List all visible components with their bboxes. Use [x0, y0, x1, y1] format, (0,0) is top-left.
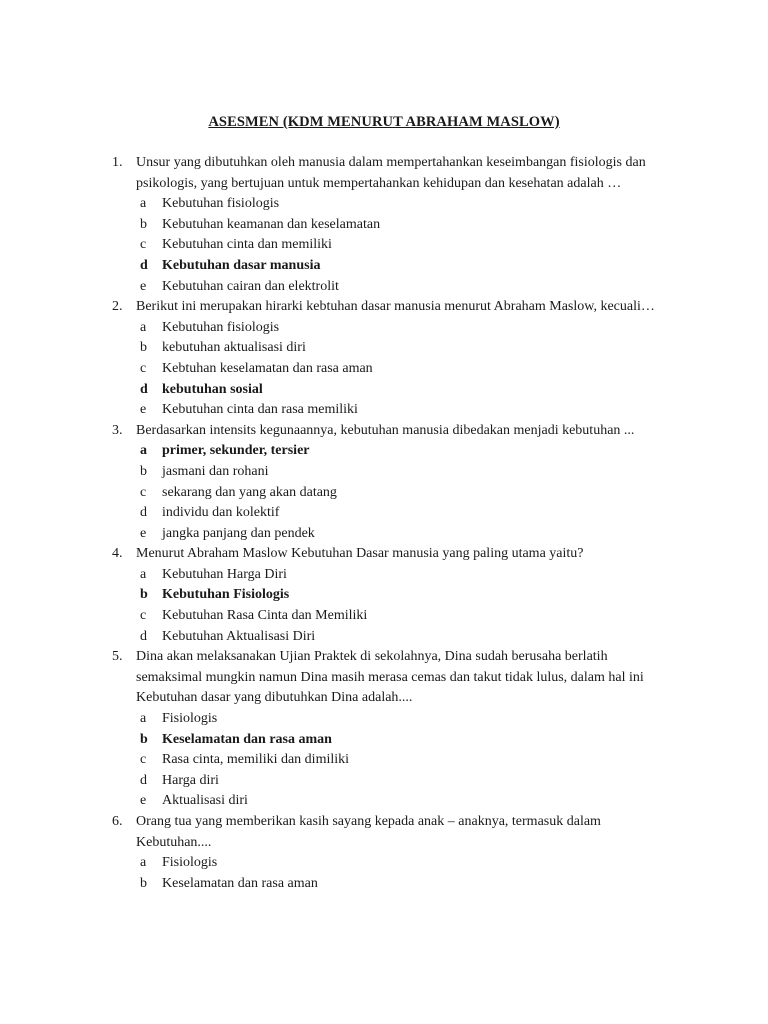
answer-option — [136, 565, 672, 586]
question-item — [112, 544, 672, 647]
option-letter: b — [140, 216, 147, 232]
answer-option — [136, 215, 672, 236]
option-text: primer, sekunder, tersier — [162, 443, 310, 459]
question-item — [112, 647, 672, 812]
question-number: 6. — [112, 814, 123, 829]
option-letter: d — [140, 257, 148, 273]
option-letter: d — [140, 772, 147, 788]
option-letter: a — [140, 711, 147, 727]
option-text: individu dan kolektif — [162, 505, 280, 521]
answer-option-correct — [136, 730, 672, 751]
option-text: Kebutuhan cairan dan elektrolit — [162, 278, 339, 294]
option-text: Kebutuhan keamanan dan keselamatan — [162, 216, 381, 232]
option-letter: e — [140, 278, 147, 294]
option-list — [136, 853, 672, 894]
answer-option — [136, 750, 672, 771]
question-text: Berikut ini merupakan hirarki kebtuhan dasar manusia menurut Abraham Maslow, kecuali… — [136, 299, 655, 315]
answer-option-correct — [136, 585, 672, 606]
option-text: Fisiologis — [162, 855, 218, 871]
option-text: jasmani dan rohani — [162, 463, 269, 479]
question-number: 2. — [112, 299, 123, 315]
option-list — [136, 565, 672, 647]
option-text: Harga diri — [162, 772, 219, 788]
option-letter: b — [140, 340, 147, 356]
answer-option — [136, 524, 672, 545]
answer-option — [136, 483, 672, 504]
answer-option — [136, 277, 672, 298]
question-text: Orang tua yang memberikan kasih sayang kepada anak – anaknya, termasuk dalam Kebutuhan.... — [136, 814, 601, 850]
option-text: Kebutuhan Rasa Cinta dan Memiliki — [162, 608, 368, 624]
answer-option — [136, 338, 672, 359]
question-number: 5. — [112, 649, 123, 665]
answer-option — [136, 709, 672, 730]
option-list — [136, 194, 672, 297]
question-number: 3. — [112, 422, 123, 438]
document-title: ASESMEN (KDM MENURUT ABRAHAM MASLOW) — [208, 114, 560, 130]
option-letter: d — [140, 628, 147, 644]
answer-option — [136, 359, 672, 380]
option-letter: b — [140, 731, 148, 747]
option-text: Kebutuhan Fisiologis — [162, 587, 290, 603]
answer-option — [136, 194, 672, 215]
option-letter: a — [140, 566, 147, 582]
option-letter: b — [140, 875, 147, 891]
option-text: Kebtuhan keselamatan dan rasa aman — [162, 360, 373, 376]
option-letter: a — [140, 443, 147, 459]
answer-option — [136, 503, 672, 524]
option-list — [136, 318, 672, 421]
option-list — [136, 441, 672, 544]
question-list — [112, 153, 672, 894]
option-letter: a — [140, 196, 147, 212]
option-list — [136, 709, 672, 812]
option-text: kebutuhan sosial — [162, 381, 263, 397]
question-number: 4. — [112, 546, 123, 562]
option-text: Kebutuhan Harga Diri — [162, 566, 287, 582]
option-letter: e — [140, 793, 147, 809]
option-text: jangka panjang dan pendek — [162, 525, 315, 541]
option-text: Kebutuhan cinta dan memiliki — [162, 237, 332, 253]
option-letter: a — [140, 855, 147, 871]
question-text: Unsur yang dibutuhkan oleh manusia dalam mempertahankan keseimbangan fisiologis dan psikologis, yang bertujuan untuk mempertahankan kehidupan dan kesehatan adalah … — [136, 155, 646, 191]
option-text: kebutuhan aktualisasi diri — [162, 340, 306, 356]
answer-option — [136, 400, 672, 421]
option-letter: b — [140, 463, 147, 479]
option-text: Aktualisasi diri — [162, 793, 248, 809]
question-text: Menurut Abraham Maslow Kebutuhan Dasar manusia yang paling utama yaitu? — [136, 546, 584, 562]
option-text: Kebutuhan fisiologis — [162, 319, 280, 335]
option-text: Kebutuhan cinta dan rasa memiliki — [162, 402, 358, 418]
question-text: Berdasarkan intensits kegunaannya, kebutuhan manusia dibedakan menjadi kebutuhan ... — [136, 422, 635, 438]
option-text: Keselamatan dan rasa aman — [162, 731, 332, 747]
option-text: Kebutuhan Aktualisasi Diri — [162, 628, 316, 644]
option-letter: b — [140, 587, 148, 603]
option-text: sekarang dan yang akan datang — [162, 484, 337, 500]
answer-option-correct — [136, 380, 672, 401]
option-text: Rasa cinta, memiliki dan dimiliki — [162, 752, 350, 768]
option-letter: c — [140, 237, 147, 253]
answer-option — [136, 853, 672, 874]
option-letter: a — [140, 319, 147, 335]
answer-option — [136, 606, 672, 627]
question-number: 1. — [112, 155, 123, 170]
answer-option-correct — [136, 441, 672, 462]
option-letter: e — [140, 525, 147, 541]
option-letter: c — [140, 752, 147, 768]
option-text: Kebutuhan fisiologis — [162, 196, 280, 212]
answer-option — [136, 874, 672, 895]
option-text: Kebutuhan dasar manusia — [162, 257, 321, 273]
option-letter: d — [140, 381, 148, 397]
question-item — [112, 153, 672, 297]
answer-option-correct — [136, 256, 672, 277]
question-text: Dina akan melaksanakan Ujian Praktek di sekolahnya, Dina sudah berusaha berlatih semaksimal mungkin namun Dina masih merasa cemas dan takut tidak lulus, dalam hal ini Kebutuhan dasar yang dibutuhkan Dina adalah.... — [136, 649, 644, 706]
answer-option — [136, 791, 672, 812]
answer-option — [136, 627, 672, 648]
answer-option — [136, 462, 672, 483]
option-letter: e — [140, 402, 147, 418]
question-item — [112, 812, 672, 894]
question-item — [112, 297, 672, 421]
option-letter: d — [140, 505, 147, 521]
option-letter: c — [140, 484, 147, 500]
answer-option — [136, 318, 672, 339]
option-text: Keselamatan dan rasa aman — [162, 875, 318, 891]
option-text: Fisiologis — [162, 711, 218, 727]
answer-option — [136, 771, 672, 792]
question-item — [112, 421, 672, 545]
option-letter: c — [140, 608, 147, 624]
option-letter: c — [140, 360, 147, 376]
answer-option — [136, 235, 672, 256]
